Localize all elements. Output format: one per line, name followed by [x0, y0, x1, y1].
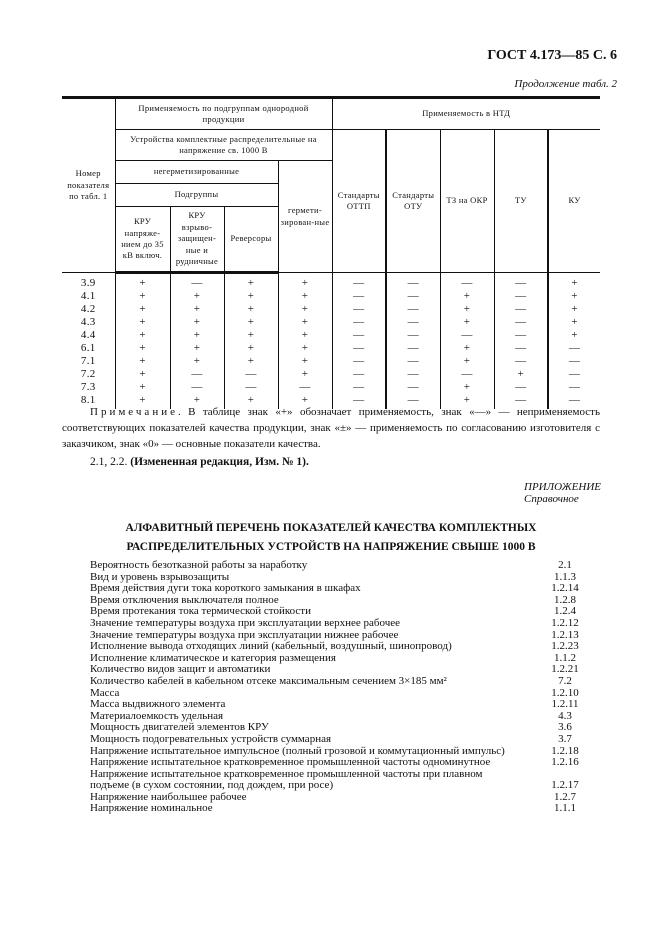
header-ntd-0: Стандарты ОТТП	[332, 130, 386, 273]
index-entry-ref: 1.2.7	[554, 790, 576, 803]
row-number: 7.1	[62, 355, 115, 368]
index-entry-text: Время отключения выключателя полное	[90, 593, 279, 606]
row-value: +	[548, 303, 600, 316]
header-subgroups: Подгруппы	[115, 184, 278, 207]
appendix-label-block	[524, 481, 601, 505]
row-value: +	[170, 342, 224, 355]
applicability-table	[62, 96, 600, 409]
table-row	[62, 303, 600, 316]
amendment-items: 2.1, 2.2.	[90, 456, 128, 468]
row-value: —	[386, 329, 440, 342]
row-value: —	[494, 381, 548, 394]
index-entry-ref: 1.2.23	[551, 640, 579, 653]
index-entry-text: Количество кабелей в кабельном отсеке максимальным сечением 3×185 мм²	[90, 674, 447, 687]
header-ntd-2: ТЗ на ОКР	[440, 130, 494, 273]
row-value: +	[170, 303, 224, 316]
table-row	[62, 329, 600, 342]
table-row	[62, 273, 600, 291]
row-value: +	[548, 290, 600, 303]
row-value: +	[170, 355, 224, 368]
row-value: —	[494, 355, 548, 368]
index-entry-ref: 1.2.8	[554, 593, 576, 606]
row-value: —	[440, 368, 494, 381]
row-value: +	[115, 394, 170, 409]
row-value: —	[494, 329, 548, 342]
row-value: +	[170, 290, 224, 303]
row-value: +	[494, 368, 548, 381]
row-value: —	[332, 316, 386, 329]
index-entry-text: Вид и уровень взрывозащиты	[90, 570, 230, 583]
index-entry	[62, 641, 600, 653]
index-entry-ref: 1.2.14	[551, 582, 579, 595]
row-number: 7.2	[62, 368, 115, 381]
document-header: ГОСТ 4.173—85 С. 6	[487, 48, 617, 63]
row-value: +	[224, 290, 278, 303]
index-entry-ref: 1.1.3	[554, 570, 576, 583]
row-value: —	[494, 273, 548, 291]
row-value: —	[170, 381, 224, 394]
index-entry-text: Значение температуры воздуха при эксплуатации нижнее рабочее	[90, 628, 399, 641]
appendix-title: АЛФАВИТНЫЙ ПЕРЕЧЕНЬ ПОКАЗАТЕЛЕЙ КАЧЕСТВА КОМПЛЕКТНЫХ РАСПРЕДЕЛИТЕЛЬНЫХ УСТРОЙСТВ НА НАПРЯЖЕНИЕ СВЫШЕ 1000 В	[125, 522, 537, 553]
row-value: +	[224, 355, 278, 368]
index-entry-ref: 4.3	[558, 709, 572, 722]
row-value: —	[386, 316, 440, 329]
table-row	[62, 355, 600, 368]
appendix-label: ПРИЛОЖЕНИЕ	[524, 481, 601, 493]
row-value: —	[386, 273, 440, 291]
row-value: +	[440, 381, 494, 394]
index-entry-text: Количество видов защит и автоматики	[90, 663, 271, 676]
row-value: +	[224, 316, 278, 329]
row-value: +	[278, 394, 332, 409]
table-continuation-label: Продолжение табл. 2	[514, 78, 617, 90]
row-value: +	[115, 355, 170, 368]
row-value: —	[170, 368, 224, 381]
row-value: +	[115, 303, 170, 316]
index-entry-text: Значение температуры воздуха при эксплуатации верхнее рабочее	[90, 616, 400, 629]
row-value: +	[440, 290, 494, 303]
row-value: —	[332, 329, 386, 342]
row-value: —	[332, 368, 386, 381]
index-entry-ref: 1.2.17	[551, 779, 579, 792]
row-value: +	[548, 316, 600, 329]
index-entry	[62, 734, 600, 746]
appendix-type: Справочное	[524, 493, 579, 505]
amendment-text: (Измененная редакция, Изм. № 1).	[130, 456, 309, 468]
note-label: Примечание	[90, 406, 178, 418]
row-value: +	[224, 342, 278, 355]
header-sub-2: Реверсоры	[224, 207, 278, 273]
index-entry-ref: 3.7	[558, 732, 572, 745]
index-entry-text: Исполнение вывода отходящих линий (кабельный, воздушный, шинопровод)	[90, 640, 452, 653]
row-value: —	[386, 394, 440, 409]
row-value: +	[440, 316, 494, 329]
row-number: 4.4	[62, 329, 115, 342]
table-row	[62, 368, 600, 381]
index-entry-ref: 1.2.10	[551, 686, 579, 699]
index-entry-ref: 1.2.11	[551, 698, 579, 711]
row-value: —	[548, 342, 600, 355]
amendment-line	[90, 456, 309, 468]
index-entry	[62, 803, 600, 815]
index-entry-text: Масса	[90, 686, 120, 699]
row-value: —	[332, 273, 386, 291]
index-entry	[62, 560, 600, 572]
index-entry-text: Напряжение испытательное кратковременное промышленной частоты одноминутное	[90, 756, 491, 769]
row-value: +	[115, 342, 170, 355]
index-entry-ref: 1.2.21	[551, 663, 579, 676]
row-value: +	[224, 329, 278, 342]
row-value: —	[386, 368, 440, 381]
note-text: . В таблице знак «+» обозначает применяемость, знак «—» — неприменяемость соответствующих показателей качества продукции, знак «±» — применяемость по согласованию изготовителя с заказчиком, знак «0» — основные показатели качества.	[62, 406, 600, 450]
index-entry-text: Мощность подогревательных устройств суммарная	[90, 732, 332, 745]
index-entry-text: Время действия дуги тока короткого замыкания в шкафах	[90, 582, 361, 595]
index-entry-text: Материалоемкость удельная	[90, 709, 224, 722]
row-value: —	[332, 394, 386, 409]
row-value: +	[278, 355, 332, 368]
header-sub-1: КРУ взрыво- защищен- ные и рудничные	[170, 207, 224, 273]
row-value: +	[440, 394, 494, 409]
table-row	[62, 381, 600, 394]
row-value: +	[548, 273, 600, 291]
table-note	[62, 404, 600, 452]
row-value: —	[170, 273, 224, 291]
row-value: —	[440, 273, 494, 291]
row-value: +	[224, 273, 278, 291]
row-number: 7.3	[62, 381, 115, 394]
index-entry-text: подъеме (в сухом состоянии, под дождем, при росе)	[90, 779, 334, 792]
header-unsealed: негерметизированные	[115, 161, 278, 184]
index-entry-text: Вероятность безотказной работы за наработку	[90, 559, 308, 571]
row-value: +	[278, 273, 332, 291]
row-value: +	[278, 368, 332, 381]
index-entry-ref: 7.2	[558, 674, 572, 687]
row-value: —	[548, 381, 600, 394]
index-entry	[62, 699, 600, 711]
index-entry-text: Масса выдвижного элемента	[90, 698, 226, 711]
index-entry-ref: 1.2.18	[551, 744, 579, 757]
row-value: +	[440, 355, 494, 368]
row-value: —	[332, 355, 386, 368]
row-value: +	[115, 368, 170, 381]
row-value: —	[386, 290, 440, 303]
index-entry-text: Мощность двигателей элементов КРУ	[90, 721, 269, 734]
index-entry	[62, 676, 600, 688]
header-ntd: Применяемость в НТД	[332, 98, 600, 130]
row-value: +	[440, 342, 494, 355]
row-value: —	[224, 368, 278, 381]
row-value: —	[332, 381, 386, 394]
row-number: 4.3	[62, 316, 115, 329]
row-number: 4.2	[62, 303, 115, 316]
index-entry	[62, 618, 600, 630]
table-row	[62, 316, 600, 329]
index-list	[62, 560, 600, 815]
index-entry-text: Напряжение испытательное кратковременное промышленной частоты при плавном	[90, 767, 483, 780]
header-group-applicability: Применяемость по подгруппам однородной продукции	[115, 98, 332, 130]
row-value: —	[494, 342, 548, 355]
row-value: +	[548, 329, 600, 342]
row-value: —	[386, 303, 440, 316]
header-number: Номер показателя по табл. 1	[62, 98, 115, 273]
row-number: 6.1	[62, 342, 115, 355]
header-sealed: гермети-зирован-ные	[278, 161, 332, 273]
index-entry-ref: 1.1.1	[554, 802, 576, 815]
index-entry-ref: 1.2.4	[554, 605, 576, 618]
row-value: —	[332, 342, 386, 355]
row-value: +	[115, 329, 170, 342]
row-value: +	[278, 290, 332, 303]
row-value: +	[115, 273, 170, 291]
row-value: +	[440, 303, 494, 316]
row-value: —	[386, 342, 440, 355]
row-value: +	[278, 329, 332, 342]
index-entry-text: Напряжение испытательное импульсное (полный грозовой и коммутационный импульс)	[90, 744, 505, 757]
header-ntd-1: Стандарты ОТУ	[386, 130, 440, 273]
row-value: —	[332, 290, 386, 303]
row-number: 4.1	[62, 290, 115, 303]
index-entry-text: Напряжение номинальное	[90, 802, 213, 815]
index-entry-ref: 1.2.12	[551, 616, 579, 629]
row-value: —	[224, 381, 278, 394]
row-value: +	[115, 381, 170, 394]
row-value: +	[278, 303, 332, 316]
index-entry-text: Напряжение наибольшее рабочее	[90, 790, 247, 803]
row-value: +	[278, 316, 332, 329]
header-sub-0: КРУ напряже- нием до 35 кВ включ.	[115, 207, 170, 273]
index-entry-ref: 2.1	[558, 559, 572, 571]
row-value: +	[170, 316, 224, 329]
index-entry-ref: 1.1.2	[554, 651, 576, 664]
index-entry-ref: 1.2.16	[551, 756, 579, 769]
row-value: +	[170, 394, 224, 409]
row-value: —	[494, 290, 548, 303]
row-number: 3.9	[62, 273, 115, 291]
header-ntd-4: КУ	[548, 130, 600, 273]
table-row	[62, 342, 600, 355]
index-entry-ref: 1.2.13	[551, 628, 579, 641]
row-value: —	[386, 381, 440, 394]
row-value: —	[548, 394, 600, 409]
header-devices: Устройства комплектные распределительные на напряжение св. 1000 В	[115, 130, 332, 161]
row-number: 8.1	[62, 394, 115, 409]
row-value: —	[494, 316, 548, 329]
row-value: +	[224, 394, 278, 409]
row-value: —	[494, 394, 548, 409]
index-entry-ref: 3.6	[558, 721, 572, 734]
header-ntd-3: ТУ	[494, 130, 548, 273]
index-entry-text: Время протекания тока термической стойкости	[90, 605, 311, 618]
index-entry-text: Исполнение климатическое и категория размещения	[90, 651, 336, 664]
row-value: —	[494, 303, 548, 316]
row-value: —	[386, 355, 440, 368]
row-value: +	[115, 290, 170, 303]
row-value: +	[278, 342, 332, 355]
row-value: —	[440, 329, 494, 342]
index-entry	[62, 757, 600, 769]
row-value: +	[115, 316, 170, 329]
row-value: —	[548, 355, 600, 368]
row-value: —	[548, 368, 600, 381]
table-row	[62, 290, 600, 303]
row-value: +	[170, 329, 224, 342]
row-value: —	[278, 381, 332, 394]
row-value: —	[332, 303, 386, 316]
row-value: +	[224, 303, 278, 316]
